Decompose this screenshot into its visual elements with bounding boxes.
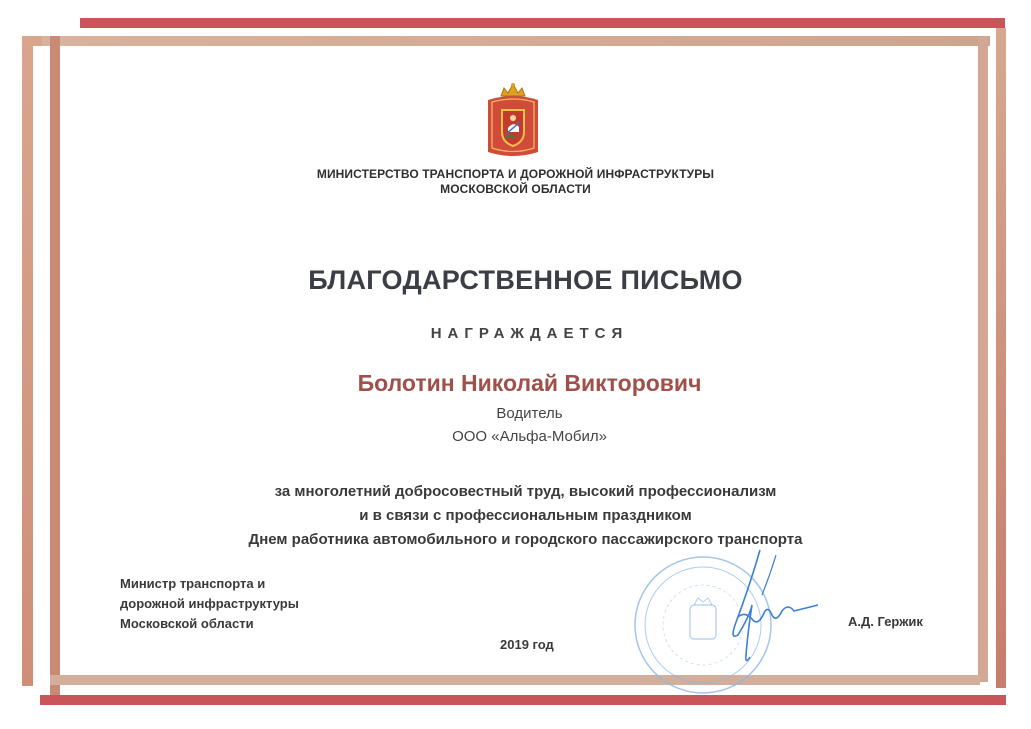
- signer-title-line-3: Московской области: [120, 616, 254, 631]
- frame-left-outer-bar: [22, 36, 33, 686]
- reason-line-1: за многолетний добросовестный труд, высокий профессионализм: [274, 483, 777, 500]
- signer-name: А.Д. Гержик: [848, 614, 923, 629]
- ministry-header: [0, 167, 1031, 197]
- award-reason: [10, 480, 1031, 552]
- frame-top-red-bar: [80, 18, 1005, 28]
- ministry-line-1: МИНИСТЕРСТВО ТРАНСПОРТА И ДОРОЖНОЙ ИНФРАСТРУКТУРЫ: [316, 167, 715, 181]
- reason-line-2: и в связи с профессиональным праздником: [359, 507, 692, 524]
- signer-title-line-1: Министр транспорта и: [120, 576, 266, 591]
- recipient-organization: ООО «Альфа-Мобил»: [452, 428, 607, 445]
- recipient-name: Болотин Николай Викторович: [357, 370, 702, 396]
- recipient-position: Водитель: [496, 405, 563, 422]
- signer-title: [120, 574, 299, 634]
- frame-top-tan-bar: [42, 36, 990, 46]
- coat-of-arms-icon: [484, 82, 542, 160]
- letter-title: БЛАГОДАРСТВЕННОЕ ПИСЬМО: [308, 265, 743, 295]
- awarded-label: НАГРАЖДАЕТСЯ: [430, 325, 629, 342]
- reason-line-3: Днем работника автомобильного и городского пассажирского транспорта: [248, 531, 803, 548]
- frame-bottom-red-bar: [40, 695, 1006, 705]
- frame-right-outer-bar: [996, 28, 1006, 688]
- signature-icon: [690, 545, 830, 670]
- ministry-line-2: МОСКОВСКОЙ ОБЛАСТИ: [440, 182, 591, 196]
- frame-right-inner-bar: [978, 36, 988, 682]
- frame-bottom-tan-bar: [50, 675, 980, 685]
- issue-year: 2019 год: [500, 637, 554, 652]
- signer-title-line-2: дорожной инфраструктуры: [120, 596, 299, 611]
- frame-left-inner-bar: [50, 36, 60, 696]
